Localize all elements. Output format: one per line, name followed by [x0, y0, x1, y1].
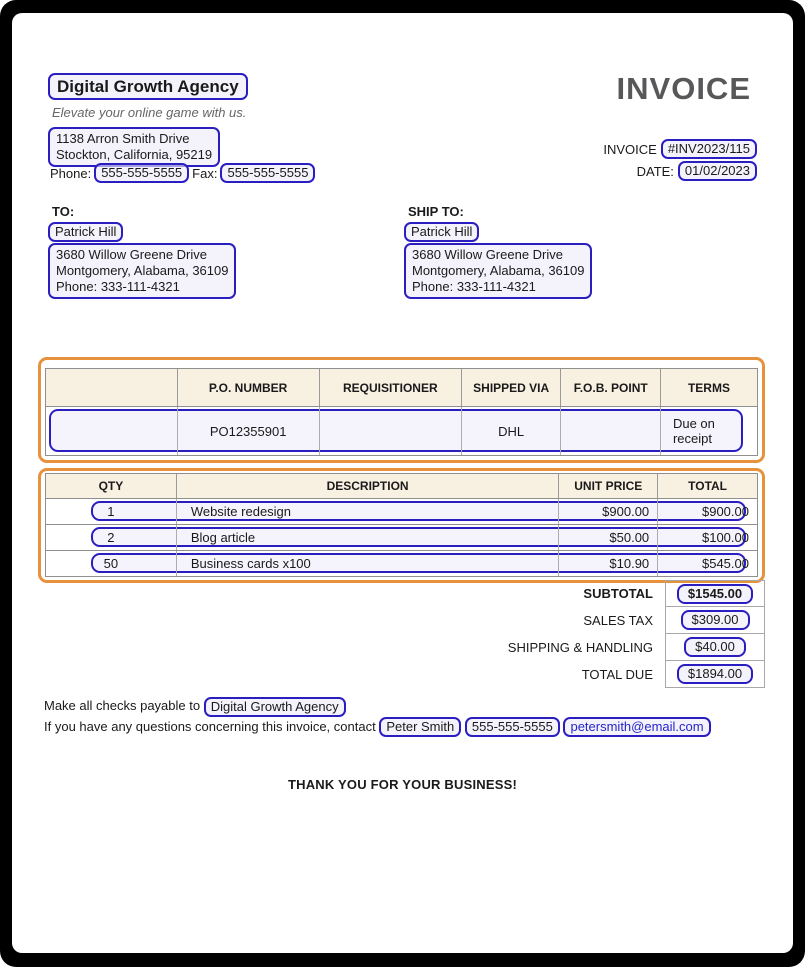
po-table-highlight[interactable] [38, 357, 765, 463]
bill-to-address-line2: Montgomery, Alabama, 36109 [56, 263, 229, 278]
subtotal-cell [665, 580, 765, 607]
sales-tax-label: SALES TAX [583, 613, 653, 628]
item-unit-price: $900.00 [559, 499, 658, 524]
contact-prefix: If you have any questions concerning this invoice, contact [44, 718, 376, 734]
company-fax-box[interactable]: 555-555-5555 [220, 163, 315, 183]
payable-prefix: Make all checks payable to [44, 698, 201, 713]
contact-phone-box[interactable]: 555-555-5555 [465, 717, 560, 737]
shipping-handling-row [38, 634, 765, 661]
po-header-shipped-via: SHIPPED VIA [462, 369, 562, 406]
shipping-handling-value-box[interactable]: $40.00 [684, 637, 746, 657]
bill-to-section [48, 204, 298, 299]
ship-to-address-line2: Montgomery, Alabama, 36109 [412, 263, 585, 278]
bill-to-name-box[interactable]: Patrick Hill [48, 222, 123, 242]
bill-to-address-line1: 3680 Willow Greene Drive [56, 247, 208, 262]
item-total: $545.00 [701, 556, 749, 571]
items-table-highlight[interactable] [38, 468, 765, 583]
invoice-date-line [603, 161, 757, 181]
po-table-row[interactable] [45, 407, 758, 456]
ship-to-address-line1: 3680 Willow Greene Drive [412, 247, 564, 262]
company-address-box[interactable] [48, 127, 220, 167]
item-row[interactable] [45, 499, 758, 525]
item-unit-price: $50.00 [559, 525, 658, 550]
payable-line [44, 696, 711, 717]
invoice-number-line [603, 139, 757, 159]
ship-to-address-box[interactable] [404, 243, 592, 299]
po-header-requisitioner: REQUISITIONER [320, 369, 462, 406]
items-header-qty: QTY [46, 474, 177, 498]
po-header-empty [46, 369, 178, 406]
items-table [45, 473, 758, 577]
items-header-unit-price: UNIT PRICE [559, 474, 658, 498]
po-cell-po-number: PO12355901 [178, 407, 320, 455]
total-due-label: TOTAL DUE [581, 667, 653, 682]
total-due-cell [665, 661, 765, 688]
invoice-number-label: INVOICE [603, 141, 657, 157]
contact-name-box[interactable]: Peter Smith [379, 717, 461, 737]
invoice-number-box[interactable]: #INV2023/115 [661, 139, 757, 159]
item-unit-price: $10.90 [559, 551, 658, 576]
item-total: $100.00 [701, 530, 749, 545]
contact-line [44, 717, 711, 738]
sales-tax-cell [665, 607, 765, 634]
shipping-handling-cell [665, 634, 765, 661]
po-table [45, 368, 758, 456]
item-qty: 1 [46, 499, 177, 524]
thank-you-note: THANK YOU FOR YOUR BUSINESS! [287, 777, 518, 792]
item-row[interactable] [45, 525, 758, 551]
ship-to-section [404, 204, 654, 299]
total-due-value-box[interactable]: $1894.00 [677, 664, 753, 684]
total-due-row [38, 661, 765, 688]
item-description: Website redesign [177, 499, 560, 524]
po-header-terms: TERMS [687, 380, 730, 395]
payable-name-box[interactable]: Digital Growth Agency [204, 697, 346, 717]
items-header-total: TOTAL [688, 479, 728, 493]
company-fax-label: Fax: [192, 165, 218, 181]
invoice-page [12, 13, 793, 953]
item-qty: 2 [46, 525, 177, 550]
items-header-description: DESCRIPTION [177, 474, 560, 498]
item-description: Blog article [177, 525, 560, 550]
po-table-header [45, 368, 758, 407]
item-qty: 50 [46, 551, 177, 576]
item-row[interactable] [45, 551, 758, 577]
ship-to-phone: Phone: 333-111-4321 [412, 279, 536, 294]
po-cell-empty [46, 407, 178, 455]
totals-section [38, 580, 765, 688]
subtotal-value-box[interactable]: $1545.00 [677, 584, 753, 604]
company-tagline: Elevate your online game with us. [52, 105, 247, 120]
invoice-date-label: DATE: [636, 163, 674, 179]
ship-to-label: SHIP TO: [408, 204, 464, 219]
invoice-title: INVOICE [616, 71, 751, 106]
sales-tax-row [38, 607, 765, 634]
company-address-line2: Stockton, California, 95219 [56, 147, 213, 162]
invoice-date-box[interactable]: 01/02/2023 [678, 161, 757, 181]
po-cell-requisitioner [320, 407, 462, 455]
company-phone-label: Phone: [50, 165, 92, 181]
po-cell-terms: Due on receipt [672, 416, 715, 446]
po-cell-fob-point [561, 407, 661, 455]
bill-to-address-box[interactable] [48, 243, 236, 299]
item-total: $900.00 [701, 504, 749, 519]
item-description: Business cards x100 [177, 551, 560, 576]
po-header-po-number: P.O. NUMBER [178, 369, 320, 406]
company-phone-box[interactable]: 555-555-5555 [94, 163, 189, 183]
items-table-header [45, 473, 758, 499]
company-phone-line [50, 163, 315, 183]
shipping-handling-label: SHIPPING & HANDLING [507, 640, 653, 655]
po-cell-shipped-via: DHL [462, 407, 562, 455]
invoice-meta [603, 139, 757, 183]
notes-section [44, 696, 711, 737]
contact-email-box[interactable]: petersmith@email.com [563, 717, 710, 737]
subtotal-row [38, 580, 765, 607]
ship-to-name-box[interactable]: Patrick Hill [404, 222, 479, 242]
bill-to-phone: Phone: 333-111-4321 [56, 279, 180, 294]
company-address-line1: 1138 Arron Smith Drive [56, 131, 190, 146]
sales-tax-value-box[interactable]: $309.00 [681, 610, 750, 630]
company-name-box[interactable]: Digital Growth Agency [48, 73, 248, 100]
po-header-fob-point: F.O.B. POINT [561, 369, 661, 406]
bill-to-label: TO: [52, 204, 75, 219]
subtotal-label: SUBTOTAL [583, 586, 653, 601]
